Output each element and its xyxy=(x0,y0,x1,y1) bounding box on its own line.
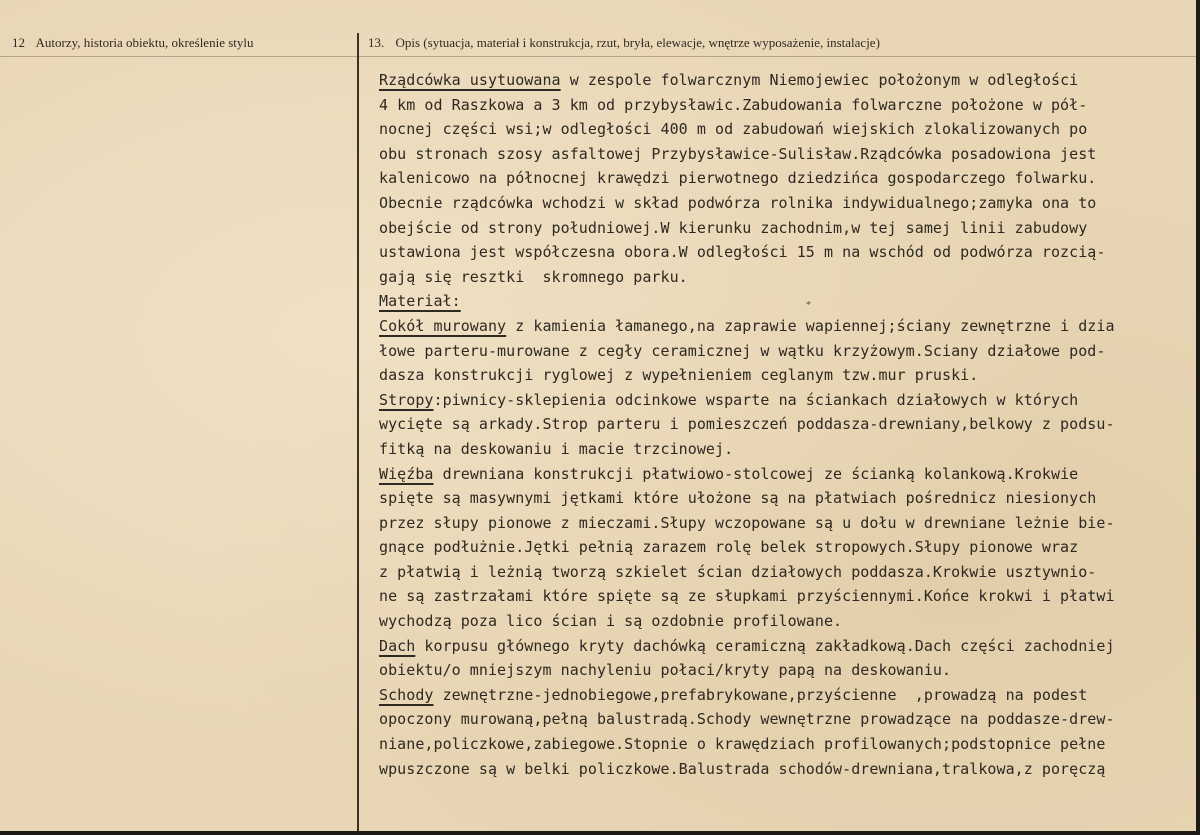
section-heading: Stropy xyxy=(379,390,434,409)
text-line xyxy=(379,339,1191,364)
text-line xyxy=(379,412,1191,437)
text-line xyxy=(379,142,1191,167)
line-text: kalenicowo na północnej krawędzi pierwotnego dziedzińca gospodarczego folwarku. xyxy=(379,169,1097,188)
line-text: obu stronach szosy asfaltowej Przybysławice-Sulisław.Rządcówka posadowiona jest xyxy=(379,144,1097,163)
section-heading: Materiał: xyxy=(379,292,461,311)
line-text: z kamienia łamanego,na zaprawie wapiennej;ściany zewnętrzne i dzia xyxy=(506,316,1115,335)
line-text: dasza konstrukcji ryglowej z wypełnieniem ceglanym tzw.mur pruski. xyxy=(379,366,979,385)
text-line xyxy=(379,707,1191,732)
line-text: w zespole folwarcznym Niemojewiec położonym w odległości xyxy=(560,71,1079,89)
text-line xyxy=(379,388,1191,413)
line-text: wpuszczone są w belki policzkowe.Balustrada schodów-drewniana,tralkowa,z poręczą xyxy=(379,759,1106,778)
header-rule xyxy=(0,56,1200,57)
section-heading: Schody xyxy=(379,685,434,704)
text-line xyxy=(379,609,1191,634)
line-text: zewnętrzne-jednobiegowe,prefabrykowane,przyścienne ,prowadzą na podest xyxy=(433,685,1088,704)
line-text: wycięte są arkady.Strop parteru i pomieszczeń poddasza-drewniany,belkowy z podsu- xyxy=(379,415,1115,434)
line-text: wychodzą poza lico ścian i są ozdobnie profilowane. xyxy=(379,612,843,631)
text-line xyxy=(379,363,1191,388)
line-text: drewniana konstrukcji płatwiowo-stolcowej ze ścianką kolankową.Krokwie xyxy=(433,464,1079,483)
left-column-title: Autorzy, historia obiektu, określenie stylu xyxy=(35,35,254,50)
line-text: ne są zastrzałami które spięte są ze słupkami przyściennymi.Końce krokwi i płatwi xyxy=(379,587,1115,606)
line-text: gnące podłużnie.Jętki pełnią zarazem rolę belek stropowych.Słupy pionowe wraz xyxy=(379,538,1079,557)
right-column-title: Opis (sytuacja, materiał i konstrukcja, rzut, bryła, elewacje, wnętrze wyposażenie, instalacje) xyxy=(395,35,880,50)
section-heading: Rządcówka usytuowana xyxy=(379,71,561,89)
text-line xyxy=(379,314,1191,339)
line-text: spięte są masywnymi jętkami które ułożone są na płatwiach pośrednicz niesionych xyxy=(379,489,1097,508)
line-text: obiektu/o mniejszym nachyleniu połaci/kryty papą na deskowaniu. xyxy=(379,661,952,680)
line-text: przez słupy pionowe z mieczami.Słupy wczopowane są u dołu w drewniane leżnie bie- xyxy=(379,513,1115,532)
text-line xyxy=(379,462,1191,487)
description-text xyxy=(379,68,1191,781)
text-line xyxy=(379,535,1191,560)
line-text: z płatwią i leżnią tworzą szkielet ścian działowych poddasza.Krokwie usztywnio- xyxy=(379,562,1097,581)
text-line xyxy=(379,240,1191,265)
line-text: Obecnie rządcówka wchodzi w skład podwórza rolnika indywidualnego;zamyka ona to xyxy=(379,193,1097,212)
line-text: niane,policzkowe,zabiegowe.Stopnie o krawędziach profilowanych;podstopnice pełne xyxy=(379,735,1106,754)
section-heading: Więźba xyxy=(379,464,434,483)
text-line xyxy=(379,289,1191,314)
text-line xyxy=(379,732,1191,757)
text-line xyxy=(379,68,1191,93)
text-line xyxy=(379,560,1191,585)
section-heading: Cokół murowany xyxy=(379,316,507,335)
left-column-header xyxy=(12,35,254,51)
text-line xyxy=(379,93,1191,118)
text-line xyxy=(379,437,1191,462)
line-text: 4 km od Raszkowa a 3 km od przybysławic.Zabudowania folwarczne położone w pół- xyxy=(379,95,1088,114)
line-text: obejście od strony południowej.W kierunku zachodnim,w tej samej linii zabudowy xyxy=(379,218,1088,237)
right-column-header xyxy=(368,35,880,51)
line-text: łowe parteru-murowane z cegły ceramicznej w wątku krzyżowym.Sciany działowe pod- xyxy=(379,341,1106,360)
left-column-number: 12 xyxy=(12,35,25,50)
text-line xyxy=(379,265,1191,290)
text-line xyxy=(379,117,1191,142)
column-divider xyxy=(357,33,359,835)
stray-mark: * xyxy=(806,300,811,311)
text-line xyxy=(379,757,1191,782)
line-text: ustawiona jest współczesna obora.W odległości 15 m na wschód od podwórza rozcią- xyxy=(379,243,1106,262)
text-line xyxy=(379,486,1191,511)
text-line xyxy=(379,191,1191,216)
line-text: opoczony murowaną,pełną balustradą.Schody wewnętrzne prowadzące na poddasze-drew- xyxy=(379,710,1115,729)
text-line xyxy=(379,511,1191,536)
line-text: nocnej części wsi;w odległości 400 m od zabudowań wiejskich zlokalizowanych po xyxy=(379,120,1088,139)
text-line xyxy=(379,634,1191,659)
scan-edge-right xyxy=(1196,0,1200,835)
line-text: :piwnicy-sklepienia odcinkowe wsparte na ściankach działowych w których xyxy=(433,390,1079,409)
line-text: korpusu głównego kryty dachówką ceramiczną zakładkową.Dach części zachodniej xyxy=(415,636,1115,655)
section-heading: Dach xyxy=(379,636,416,655)
text-line xyxy=(379,216,1191,241)
right-column-number: 13. xyxy=(368,35,385,50)
text-line xyxy=(379,584,1191,609)
text-line xyxy=(379,683,1191,708)
text-line xyxy=(379,658,1191,683)
line-text: fitką na deskowaniu i macie trzcinowej. xyxy=(379,439,734,458)
scan-edge-bottom xyxy=(0,831,1200,835)
text-line xyxy=(379,166,1191,191)
line-text: gają się resztki skromnego parku. xyxy=(379,267,688,286)
